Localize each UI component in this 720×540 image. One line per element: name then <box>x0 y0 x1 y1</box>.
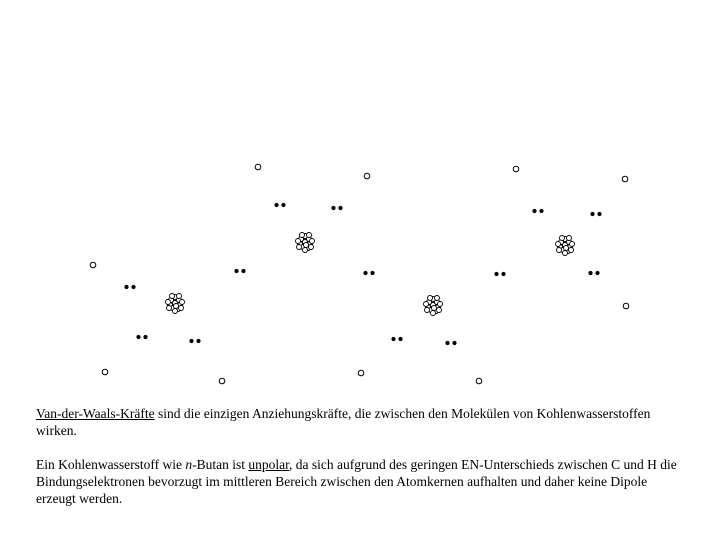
unpolar-link[interactable]: unpolar <box>248 457 290 472</box>
hydrogen-atom <box>358 370 364 376</box>
electron-dot <box>281 203 285 207</box>
electron-dot <box>131 285 135 289</box>
carbon-nucleus-particle <box>177 294 182 299</box>
carbon-nucleus-particle <box>180 300 185 305</box>
electron-dot <box>539 209 543 213</box>
hydrogen-atom <box>364 173 370 179</box>
hydrogen-atom <box>622 176 628 182</box>
carbon-nucleus-particle <box>179 306 184 311</box>
caption-paragraph-1 <box>36 405 686 439</box>
electron-dot <box>398 337 402 341</box>
hydrogen-atom <box>513 166 519 172</box>
electron-dot <box>189 339 193 343</box>
italic-n: n <box>185 457 193 472</box>
electron-dot <box>196 339 200 343</box>
electron-dot <box>445 341 449 345</box>
carbon-nucleus-particle <box>569 248 574 253</box>
electron-dot <box>338 206 342 210</box>
carbon-nucleus-particle <box>438 302 443 307</box>
caption-paragraph-2 <box>36 456 686 507</box>
carbon-nucleus-particle <box>173 309 178 314</box>
hydrogen-atom <box>255 164 261 170</box>
carbon-nucleus-particle <box>563 251 568 256</box>
electron-dot <box>124 285 128 289</box>
caption-text: -Butan ist <box>192 457 249 472</box>
hydrogen-atom <box>623 303 629 309</box>
carbon-nucleus-particle <box>167 306 172 311</box>
electron-dot <box>452 341 456 345</box>
electron-dot <box>595 271 599 275</box>
carbon-nucleus-particle <box>307 233 312 238</box>
electron-dot <box>590 212 594 216</box>
electron-dot <box>391 337 395 341</box>
carbon-nucleus-particle <box>310 239 315 244</box>
carbon-nucleus-particle <box>297 245 302 250</box>
electron-dot <box>241 269 245 273</box>
electron-dot <box>136 335 140 339</box>
electron-dot <box>274 203 278 207</box>
carbon-nucleus-particle <box>560 236 565 241</box>
carbon-nucleus-particle <box>300 233 305 238</box>
carbon-nucleus-particle <box>564 246 569 251</box>
carbon-nucleus-particle <box>556 242 561 247</box>
hydrogen-atom <box>476 378 482 384</box>
carbon-nucleus-particle <box>570 242 575 247</box>
carbon-nucleus-particle <box>174 304 179 309</box>
van-der-waals-link[interactable]: Van-der-Waals-Kräfte <box>36 406 155 421</box>
hydrogen-atom <box>219 378 225 384</box>
electron-dot <box>331 206 335 210</box>
electron-dot <box>370 271 374 275</box>
electron-dot <box>597 212 601 216</box>
carbon-nucleus-particle <box>425 308 430 313</box>
caption-text: sind die einzigen Anziehungskräfte, die zwischen den Molekülen von Kohlenwasserstoffen wirken. <box>36 406 651 438</box>
carbon-nucleus-particle <box>428 296 433 301</box>
carbon-nucleus-particle <box>304 243 309 248</box>
carbon-nucleus-particle <box>557 248 562 253</box>
electron-dot <box>234 269 238 273</box>
electron-dot <box>588 271 592 275</box>
electron-dot <box>532 209 536 213</box>
carbon-nucleus-particle <box>296 239 301 244</box>
carbon-nucleus-particle <box>435 296 440 301</box>
electron-dot <box>494 272 498 276</box>
carbon-nucleus-particle <box>437 308 442 313</box>
electron-dot <box>363 271 367 275</box>
hydrogen-atom <box>102 369 108 375</box>
caption-text: , da sich aufgrund des geringen EN-Unterschieds zwischen C und H die Bindungselektronen bevorzugt im mittleren Bereich zwischen den Atomkernen aufhalten und daher keine Dipole erzeugt werden. <box>36 457 677 506</box>
carbon-nucleus-particle <box>309 245 314 250</box>
hydrogen-atom <box>90 262 96 268</box>
carbon-nucleus-particle <box>166 300 171 305</box>
carbon-nucleus-particle <box>424 302 429 307</box>
caption-text: Ein Kohlenwasserstoff wie <box>36 457 186 472</box>
carbon-nucleus-particle <box>567 236 572 241</box>
electron-dot <box>143 335 147 339</box>
carbon-nucleus-particle <box>431 311 436 316</box>
carbon-nucleus-particle <box>303 248 308 253</box>
carbon-nucleus-particle <box>432 306 437 311</box>
carbon-nucleus-particle <box>170 294 175 299</box>
electron-dot <box>501 272 505 276</box>
